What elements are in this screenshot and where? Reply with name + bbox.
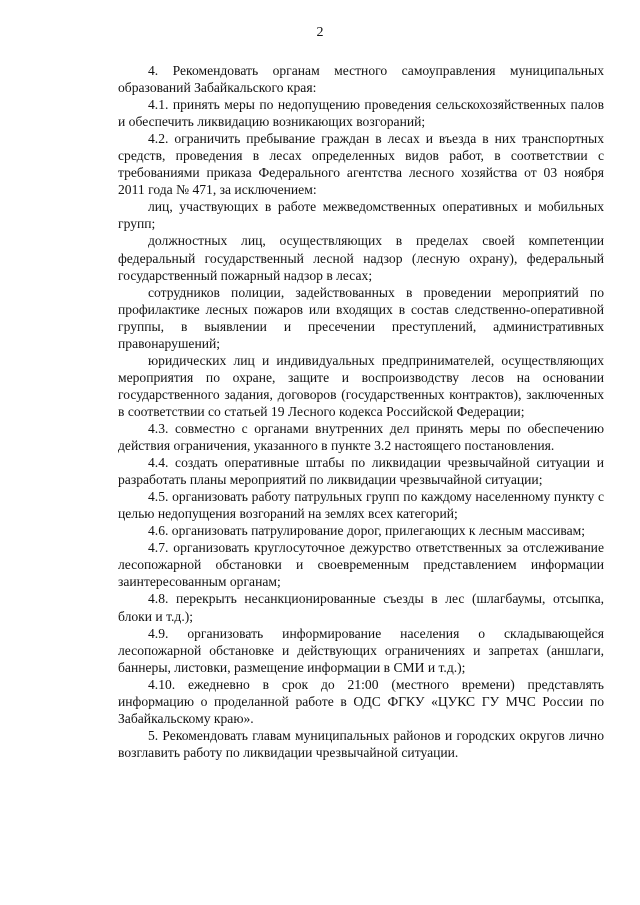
paragraph-4-1: 4.1. принять меры по недопущению проведения сельскохозяйственных палов и обеспечить ликвидацию возникающих возгораний; (118, 97, 604, 130)
paragraph-4-4: 4.4. создать оперативные штабы по ликвидации чрезвычайной ситуации и разработать планы мероприятий по ликвидации чрезвычайной ситуации; (118, 455, 604, 488)
paragraph-4-5: 4.5. организовать работу патрульных групп по каждому населенному пункту с целью недопущения возгораний на землях всех категорий; (118, 489, 604, 522)
paragraph-5: 5. Рекомендовать главам муниципальных районов и городских округов лично возглавить работу по ликвидации чрезвычайной ситуации. (118, 727, 604, 760)
paragraph-4-9: 4.9. организовать информирование населения о складывающейся лесопожарной обстановке и действующих ограничениях и запретах (аншлаги, баннеры, листовки, размещение информации в СМИ и т.д.); (118, 625, 604, 675)
paragraph-4-7: 4.7. организовать круглосуточное дежурство ответственных за отслеживание лесопожарной обстановки и своевременным представлением информации заинтересованным органам; (118, 540, 604, 590)
paragraph-4-3: 4.3. совместно с органами внутренних дел принять меры по обеспечению действия ограничения, указанного в пункте 3.2 настоящего постановления. (118, 420, 604, 454)
page-number: 2 (316, 25, 324, 40)
paragraph-4-10: 4.10. ежедневно в срок до 21:00 (местного времени) представлять информацию о проделанной работе в ОДС ФГКУ «ЦУКС ГУ МЧС России по Забайкальскому краю». (118, 676, 604, 726)
exception-item-officials: должностных лиц, осуществляющих в пределах своей компетенции федеральный государственный лесной надзор (лесную охрану), федеральный государственный пожарный надзор в лесах; (118, 233, 604, 283)
document-body (118, 62, 604, 761)
exception-item-police: сотрудников полиции, задействованных в проведении мероприятий по профилактике лесных пожаров или входящих в состав следственно-оперативной группы, в выявлении и пресечении преступлений, административных правонарушений; (118, 284, 604, 351)
paragraph-4-6: 4.6. организовать патрулирование дорог, прилегающих к лесным массивам; (148, 523, 586, 539)
paragraph-4-2: 4.2. ограничить пребывание граждан в лесах и въезда в них транспортных средств, проведения в лесах определенных видов работ, в соответствии с требованиями приказа Федерального агентства лесного хозяйства от 03 ноября 2011 года № 471, за исключением: (118, 131, 604, 198)
exception-item-entities: юридических лиц и индивидуальных предпринимателей, осуществляющих мероприятия по охране, защите и воспроизводству лесов на основании государственного задания, договоров (государственных контрактов), заключенных в соответствии со статьей 19 Лесного кодекса Российской Федерации; (118, 352, 604, 419)
paragraph-4: 4. Рекомендовать органам местного самоуправления муниципальных образований Забайкальского края: (118, 63, 604, 96)
paragraph-4-8: 4.8. перекрыть несанкционированные съезды в лес (шлагбаумы, отсыпка, блоки и т.д.); (118, 591, 604, 624)
exception-item-groups: лиц, участвующих в работе межведомственных оперативных и мобильных групп; (118, 199, 604, 232)
